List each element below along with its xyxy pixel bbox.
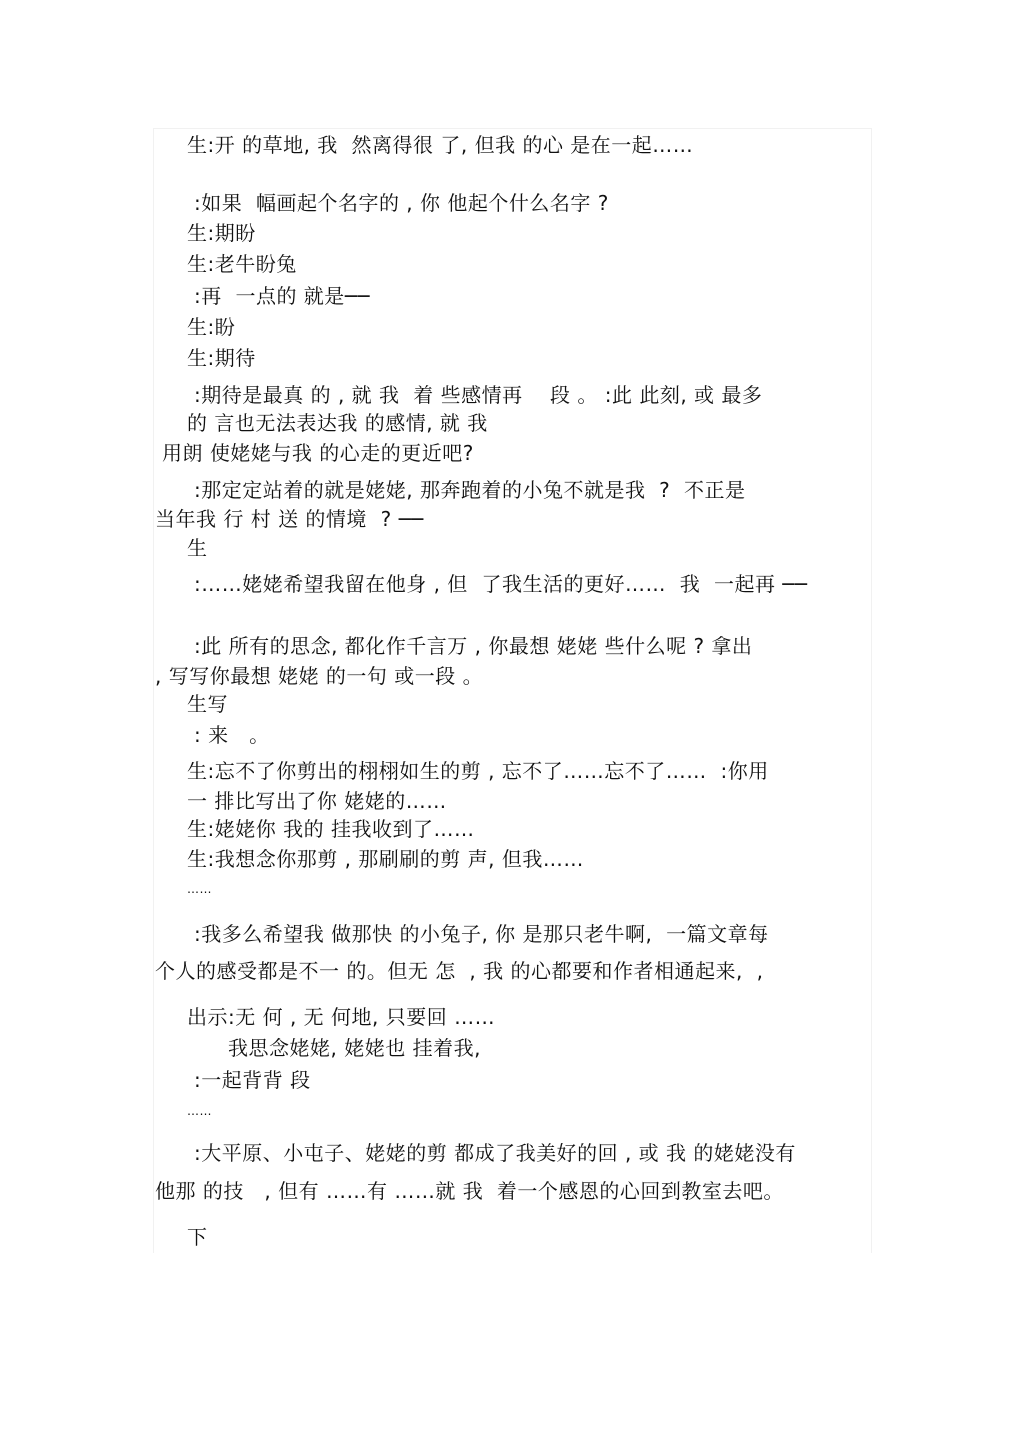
text-line: 生:忘不了你剪出的栩栩如生的剪 , 忘不了……忘不了…… :你用	[187, 759, 769, 783]
text-line: 生:老牛盼兔	[187, 252, 297, 276]
text-line: 生:盼	[187, 315, 236, 339]
text-line: 下	[187, 1225, 208, 1249]
text-line: 一 排比写出了你 姥姥的……	[187, 789, 447, 813]
text-line: 个人的感受都是不一 的。但无 怎 , 我 的心都要和作者相通起来, ,	[155, 959, 764, 983]
text-line: 他那 的技 , 但有 ……有 ……就 我 着一个感恩的心回到教室去吧。	[155, 1179, 784, 1203]
text-line: ……	[187, 1104, 212, 1118]
text-line: :我多么希望我 做那快 的小兔子, 你 是那只老牛啊, 一篇文章每	[194, 922, 769, 946]
text-line: 生:开 的草地, 我 然离得很 了, 但我 的心 是在一起……	[187, 133, 694, 157]
text-line: :再 一点的 就是──	[194, 284, 370, 308]
text-line: :期待是最真 的 , 就 我 着 些感情再 段 。 :此 此刻, 或 最多	[194, 383, 763, 407]
text-line: 的 言也无法表达我 的感情, 就 我	[187, 411, 488, 435]
text-line: 生:期盼	[187, 221, 256, 245]
text-line: :……姥姥希望我留在他身 , 但 了我生活的更好…… 我 一起再 ──	[194, 572, 808, 596]
text-line: :大平原、小屯子、姥姥的剪 都成了我美好的回 , 或 我 的姥姥没有	[194, 1141, 796, 1165]
text-line: 生写	[187, 692, 228, 716]
text-line: :如果 幅画起个名字的 , 你 他起个什么名字 ?	[194, 191, 609, 215]
text-line: 生:姥姥你 我的 挂我收到了……	[187, 817, 475, 841]
text-line: 生:期待	[187, 346, 256, 370]
text-line: ……	[187, 882, 212, 896]
text-line: 当年我 行 村 送 的情境 ? ──	[155, 507, 424, 531]
text-line: 出示:无 何 , 无 何地, 只要回 ……	[187, 1005, 496, 1029]
text-line: , 写写你最想 姥姥 的一句 或一段 。	[155, 664, 484, 688]
text-line: 生:我想念你那剪 , 那刷刷的剪 声, 但我……	[187, 847, 584, 871]
text-line: 我思念姥姥, 姥姥也 挂着我,	[228, 1036, 481, 1060]
text-line: :此 所有的思念, 都化作千言万 , 你最想 姥姥 些什么呢 ? 拿出	[194, 634, 753, 658]
text-line: 用朗 使姥姥与我 的心走的更近吧?	[162, 441, 474, 465]
text-line: : 来 。	[194, 723, 270, 747]
text-line: :一起背背 段	[194, 1068, 311, 1092]
text-line: 生	[187, 536, 208, 560]
text-line: :那定定站着的就是姥姥, 那奔跑着的小兔不就是我 ? 不正是	[194, 478, 746, 502]
